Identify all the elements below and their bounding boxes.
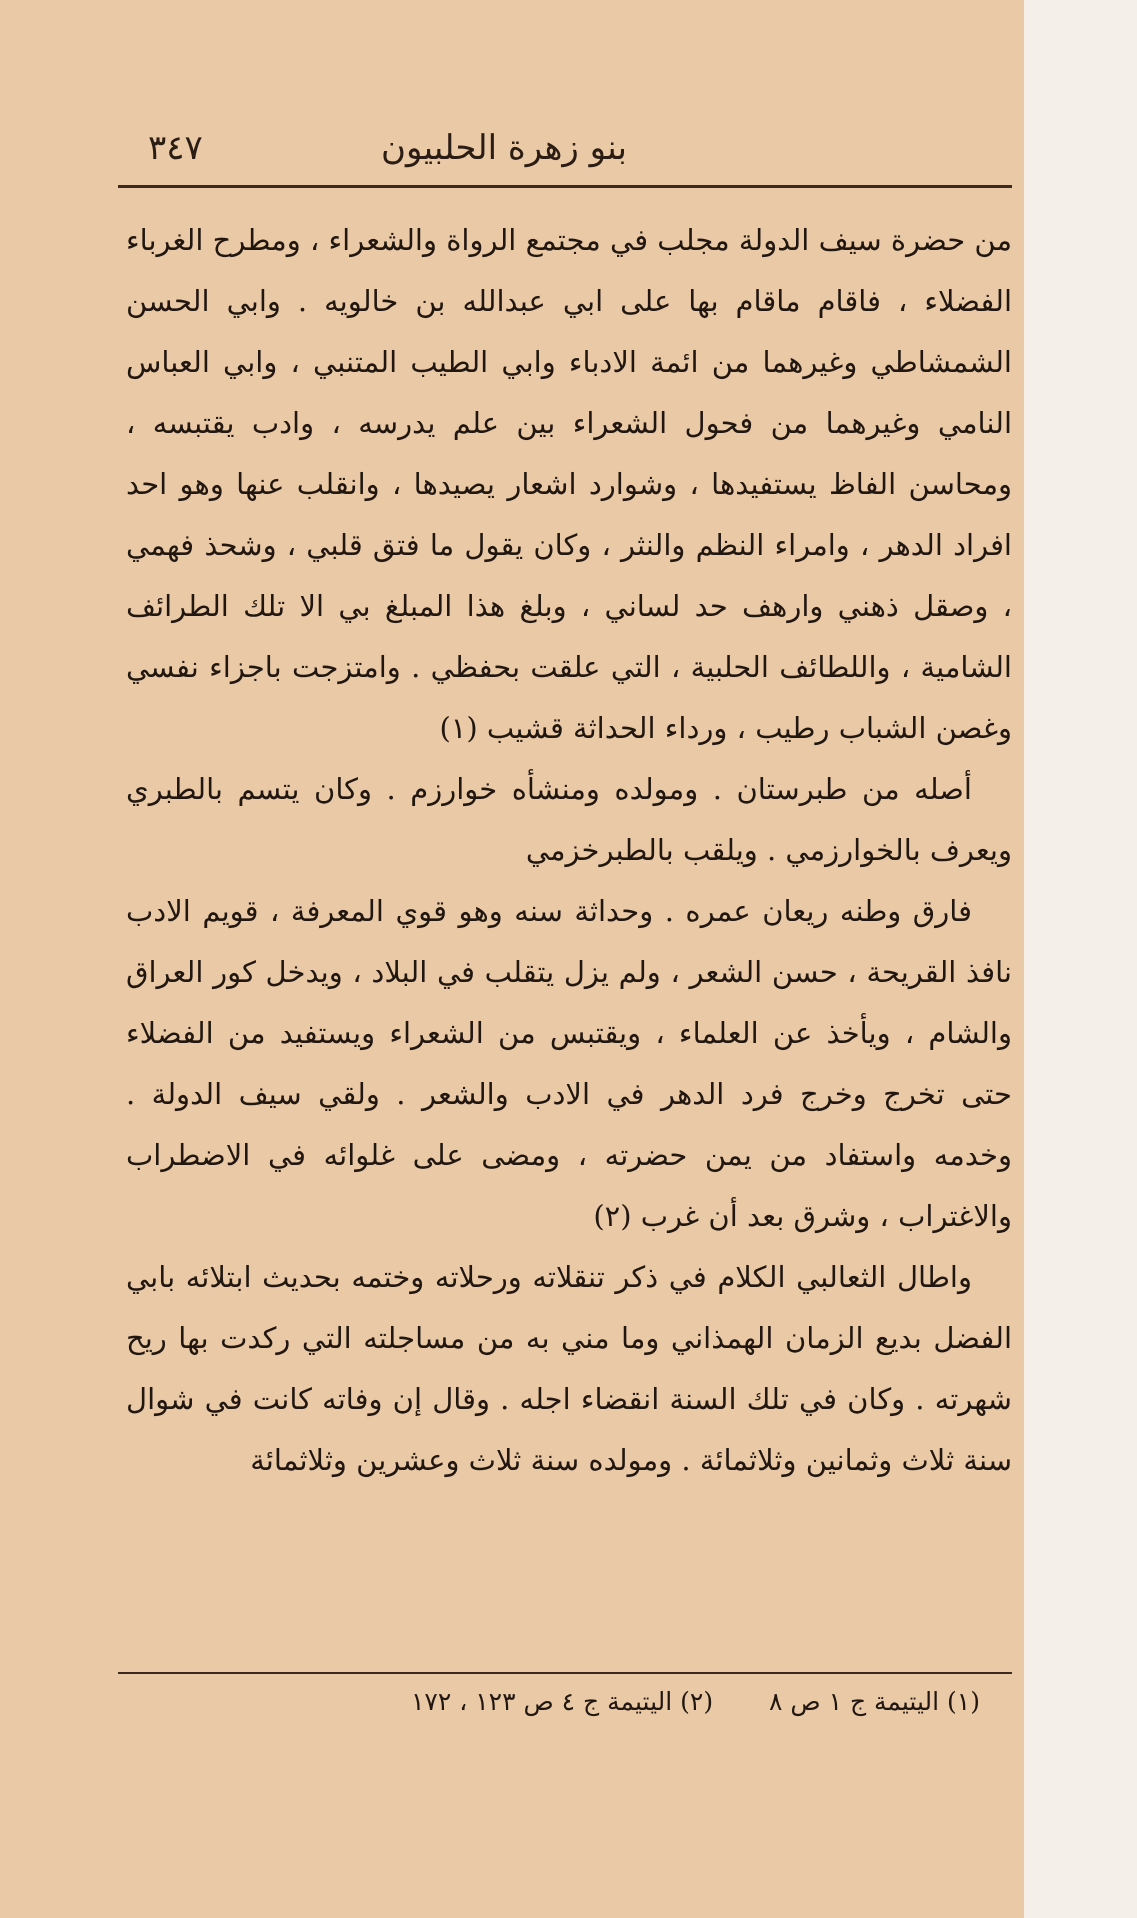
- footnotes: [260, 1682, 980, 1722]
- paragraph-4: واطال الثعالبي الكلام في ذكر تنقلاته ورحلاته وختمه بحديث ابتلائه بابي الفضل بديع الزمان الهمذاني وما مني به من مساجلته التي ركدت بها ريح شهرته . وكان في تلك السنة انقضاء اجله . وقال إن وفاته كانت في شوال سنة ثلاث وثمانين وثلاثمائة . ومولده سنة ثلاث وعشرين وثلاثمائة: [126, 1260, 1012, 1477]
- body-text: [126, 210, 1012, 1491]
- footnote-1: (١) اليتيمة ج ١ ص ٨: [769, 1687, 980, 1716]
- paragraph-2: أصله من طبرستان . ومولده ومنشأه خوارزم . وكان يتسم بالطبري ويعرف بالخوارزمي . ويلقب بالطبرخزمي: [126, 772, 1012, 867]
- page-number: ٣٤٧: [148, 128, 203, 168]
- footnote-2: (٢) اليتيمة ج ٤ ص ١٢٣ ، ١٧٢: [410, 1687, 714, 1716]
- page-header: [118, 118, 890, 178]
- scan-margin: [1024, 0, 1137, 1918]
- running-title: بنو زهرة الحلبيون: [381, 128, 627, 168]
- paragraph-1: من حضرة سيف الدولة مجلب في مجتمع الرواة والشعراء ، ومطرح الغرباء الفضلاء ، فاقام ماقام بها على ابي عبدالله بن خالويه . وابي الحسن الشمشاطي وغيرهما من ائمة الادباء وابي الطيب المتنبي ، وابي العباس النامي وغيرهما من فحول الشعراء بين علم يدرسه ، وادب يقتبسه ، ومحاسن الفاظ يستفيدها ، وشوارد اشعار يصيدها ، وانقلب عنها وهو احد افراد الدهر ، وامراء النظم والنثر ، وكان يقول ما فتق قلبي ، وشحذ فهمي ، وصقل ذهني وارهف حد لساني ، وبلغ هذا المبلغ بي الا تلك الطرائف الشامية ، واللطائف الحلبية ، التي علقت بحفظي . وامتزجت باجزاء نفسي وغصن الشباب رطيب ، ورداء الحداثة قشيب (١): [126, 223, 1012, 745]
- paragraph-3: فارق وطنه ريعان عمره . وحداثة سنه وهو قوي المعرفة ، قويم الادب نافذ القريحة ، حسن الشعر ، ولم يزل يتقلب في البلاد ، ويدخل كور العراق والشام ، ويأخذ عن العلماء ، ويقتبس من الشعراء ويستفيد من الفضلاء حتى تخرج وخرج فرد الدهر في الادب والشعر . ولقي سيف الدولة . وخدمه واستفاد من يمن حضرته ، ومضى على غلوائه في الاضطراب والاغتراب ، وشرق بعد أن غرب (٢): [126, 894, 1012, 1233]
- header-rule: [118, 185, 1012, 188]
- footnote-rule: [118, 1672, 1012, 1674]
